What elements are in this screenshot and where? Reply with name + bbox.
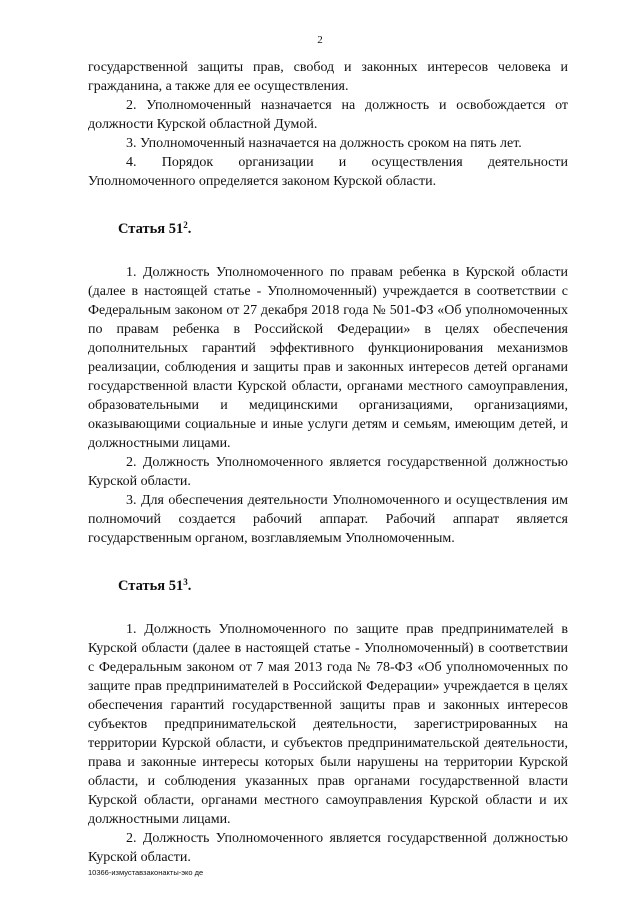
article-heading-51-2 xyxy=(118,220,568,239)
page-number: 2 xyxy=(317,34,323,46)
paragraph: 3. Для обеспечения деятельности Уполномоченного и осуществления им полномочий создается рабочий аппарат. Рабочий аппарат является государственным органом, возглавляемым Уполномоченным. xyxy=(88,493,568,546)
paragraph: 4. Порядок организации и осуществления деятельности Уполномоченного определяется законом Курской области. xyxy=(88,155,568,189)
article-title: Статья 51 xyxy=(118,221,184,237)
paragraph: 2. Должность Уполномоченного является государственной должностью Курской области. xyxy=(88,455,568,489)
paragraph: государственной защиты прав, свобод и законных интересов человека и гражданина, а также для ее осуществления. xyxy=(88,60,568,94)
paragraph: 2. Должность Уполномоченного является государственной должностью Курской области. xyxy=(88,831,568,865)
article-superscript: 3 xyxy=(183,577,188,587)
article-dot: . xyxy=(187,578,192,594)
paragraph: 1. Должность Уполномоченного по правам ребенка в Курской области (далее в настоящей статье - Уполномоченный) учреждается в соответствии с Федеральным законом от 27 декабря 2018 года № 501-ФЗ «Об уполномоченных по правам ребенка в Российской Федерации» в целях обеспечения дополнительных гарантий эффективного функционирования механизмов реализации, соблюдения и защиты прав и законных интересов детей органами государственной власти Курской области, органами местного самоуправления, образовательными и медицинскими организациями, организациями, оказывающими социальные и иные услуги детям и семьям, имеющим детей, и должностными лицами. xyxy=(88,265,568,451)
paragraph: 3. Уполномоченный назначается на должность сроком на пять лет. xyxy=(126,136,522,151)
document-footer-code: 10366-измуставзаконакты-эко де xyxy=(88,868,204,877)
article-dot: . xyxy=(187,221,192,237)
article-title: Статья 51 xyxy=(118,578,184,594)
article-heading-51-3 xyxy=(118,577,568,596)
paragraph: 1. Должность Уполномоченного по защите прав предпринимателей в Курской области (далее в настоящей статье - Уполномоченный) в соответствии с Федеральным законом от 7 мая 2013 года № 78-ФЗ «Об уполномоченных по защите прав предпринимателей в Российской Федерации» учреждается в целях обеспечения гарантий государственной защиты прав и законных интересов субъектов предпринимательской деятельности, зарегистрированных на территории Курской области, и субъектов предпринимательской деятельности, права и законные интересы которых были нарушены на территории Курской области, и соблюдения указанных прав органами государственной власти Курской области, органами местного самоуправления Курской области и их должностными лицами. xyxy=(88,622,568,827)
document-body xyxy=(88,58,568,867)
article-superscript: 2 xyxy=(183,220,188,230)
paragraph: 2. Уполномоченный назначается на должность и освобождается от должности Курской областной Думой. xyxy=(88,98,568,132)
